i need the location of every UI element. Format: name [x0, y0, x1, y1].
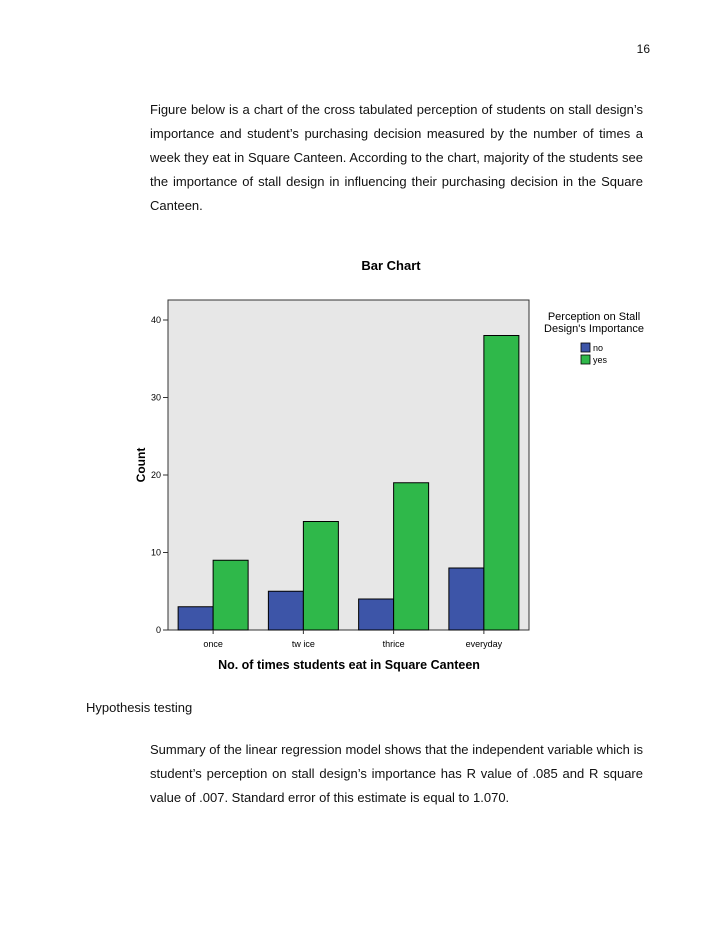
chart-title: Bar Chart — [361, 258, 421, 273]
y-ticks — [151, 315, 168, 635]
legend-title-line-1: Perception on Stall — [547, 311, 641, 323]
x-tick-label-once: once — [203, 639, 223, 649]
legend-swatch-yes — [581, 355, 590, 364]
bar-yes-twice — [303, 522, 338, 631]
x-axis-label: No. of times students eat in Square Canteen — [218, 658, 480, 672]
bar-no-everyday — [449, 568, 484, 630]
intro-paragraph: Figure below is a chart of the cross tabulated perception of students on stall design’s importance and student’s purchasing decision measured by the number of times a week they eat in Square Canteen. According to the chart, majority of the students see the importance of stall design in influencing their purchasing decision in the Square Canteen. — [150, 102, 643, 213]
y-axis-label: Count — [134, 447, 148, 483]
legend-swatch-no — [581, 343, 590, 352]
legend-label-no: no — [593, 343, 604, 353]
bar-no-once — [178, 607, 213, 630]
y-tick-label: 40 — [150, 315, 161, 325]
bar-yes-once — [213, 560, 248, 630]
legend-items — [581, 343, 608, 365]
x-tick-label-thrice: thrice — [382, 639, 405, 649]
bar-no-twice — [268, 591, 303, 630]
y-tick-label: 10 — [150, 547, 161, 558]
hypothesis-paragraph: Summary of the linear regression model shows that the independent variable which is student’s perception on stall design’s importance has R value of .085 and R square value of .007. Standard error of this estimate is equal to 1.070. — [150, 742, 643, 805]
legend-title-line-2: Design's Importance — [544, 323, 644, 335]
bar-yes-thrice — [394, 483, 429, 630]
x-tick-labels — [203, 630, 502, 649]
legend — [544, 311, 644, 365]
y-tick-label: 0 — [155, 625, 161, 635]
x-tick-label-everyday: everyday — [465, 639, 503, 649]
bar-yes-everyday — [484, 336, 519, 631]
x-tick-label-twice: tw ice — [291, 639, 315, 649]
hypothesis-heading: Hypothesis testing — [86, 700, 193, 715]
y-tick-label: 20 — [150, 470, 161, 480]
page-number: 16 — [636, 42, 650, 56]
bar-no-thrice — [359, 599, 394, 630]
y-tick-label: 30 — [150, 392, 161, 403]
legend-label-yes: yes — [593, 355, 608, 365]
